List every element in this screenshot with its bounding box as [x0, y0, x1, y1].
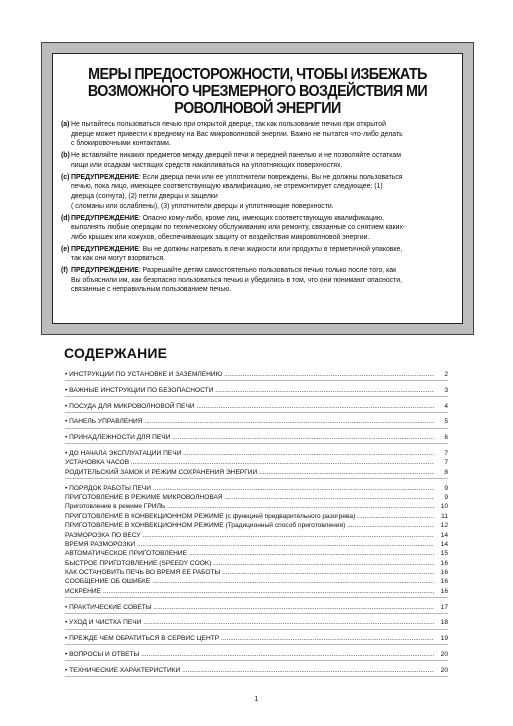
toc-section: [65, 432, 448, 444]
toc-subentry: [65, 587, 448, 596]
toc-entry: [65, 634, 448, 643]
warning-item-marker: (f): [61, 267, 68, 275]
toc-entry-title: УСТАНОВКА ЧАСОВ .....: [65, 458, 434, 467]
toc-entry-page: 7: [444, 450, 448, 458]
toc-subentry: [65, 559, 448, 568]
toc-entry-title: РОДИТЕЛЬСКИЙ ЗАМОК И РЕЖИМ СОХРАНЕНИЯ ЭНЕРГИИ .....: [65, 468, 434, 477]
toc-entry: [65, 484, 448, 493]
toc-subentry: [65, 468, 448, 477]
toc-entry-page: 20: [440, 666, 448, 674]
warning-item: [61, 214, 456, 243]
toc-entry-title: АВТОМАТИЧЕСКОЕ ПРИГОТОВЛЕНИЕ .....: [65, 549, 434, 558]
toc-entry-title: ПРИГОТОВЛЕНИЕ В КОНВЕКЦИОННОМ РЕЖИМЕ (Традиционный способ приготовления) .....: [65, 521, 434, 530]
toc-entry-title: • ИНСТРУКЦИИ ПО УСТАНОВКЕ И ЗАЗЕМЛЕНИЮ .....: [65, 370, 434, 379]
toc-entry-page: 5: [444, 418, 448, 426]
toc-entry-title: ВРЕМЯ РАЗМОРОЗКИ .....: [65, 540, 434, 549]
toc-entry-page: 9: [444, 484, 448, 492]
warning-item-text: : Вы не должны нагревать в печи жидкости или продукты в герметичной упаковке,: [138, 245, 403, 253]
warning-item-line: [71, 151, 456, 161]
toc-entry: [65, 417, 448, 426]
warning-item-line: [71, 245, 456, 255]
toc-entry-title: • ПРИНАДЛЕЖНОСТИ ДЛЯ ПЕЧИ .....: [65, 433, 434, 442]
toc-entry-title: ИСКРЕНИЕ .....: [65, 587, 434, 596]
warning-item-marker: (a): [61, 121, 70, 128]
warning-item-text: так как они могут взорваться.: [71, 255, 166, 263]
toc-entry-page: 10: [440, 503, 448, 511]
toc-entry-title: • ПРЕЖДЕ ЧЕМ ОБРАТИТЬСЯ В СЕРВИС ЦЕНТР .....: [65, 634, 434, 643]
warning-item-text: : Если дверца печи или ее уплотнители повреждены, Вы не должны пользоваться: [138, 173, 403, 181]
toc-entry-page: 15: [440, 550, 448, 558]
warning-item-line: [71, 285, 456, 295]
warning-title-line: ВОЗМОЖНОГО ЧРЕЗМЕРНОГО ВОЗДЕЙСТВИЯ МИ: [87, 83, 428, 100]
warning-item-text: дверце может привести к вредному на Вас микроволновой энергии. Важно не пытатся что-либо делать: [71, 130, 403, 138]
warning-item: [61, 173, 456, 211]
toc-subentry: [65, 540, 448, 549]
warning-item-line: [71, 139, 456, 149]
warning-item-line: [71, 202, 456, 212]
toc-entry-page: 7: [444, 459, 448, 467]
warning-keyword: ПРЕДУПРЕЖДЕНИЕ: [71, 214, 139, 222]
warning-item: [61, 266, 456, 295]
toc-entry: [65, 603, 448, 612]
toc-subentry: [65, 493, 448, 502]
warning-item-line: [71, 276, 456, 286]
warning-box: [41, 42, 474, 335]
toc-section: [65, 385, 448, 397]
warning-title-line: РОВОЛНОВОЙ ЭНЕРГИИ: [174, 100, 341, 117]
toc-subentry: [65, 577, 448, 586]
toc-entry-title: • ПРАКТИЧЕСКИЕ СОВЕТЫ .....: [65, 603, 434, 612]
warning-item-line: [71, 120, 456, 130]
toc-section: [65, 665, 448, 677]
toc-entry: [65, 449, 448, 458]
toc-entry-page: 14: [440, 540, 448, 548]
toc-entry-page: 20: [440, 650, 448, 658]
warning-item-text: : Опасно кому-либо, кроме лиц, имеющих соответствующую квалификацию,: [138, 214, 384, 222]
warning-item: [61, 151, 456, 170]
warning-item-text: выполнять любые операции по техническому обслуживанию или ремонту, связанные со снятием каких-: [71, 224, 406, 232]
toc-entry-title: • ВАЖНЫЕ ИНСТРУКЦИИ ПО БЕЗОПАСНОСТИ .....: [65, 386, 434, 395]
warning-item-text: Не пытайтесь пользоваться печью при открытой дверце, так как пользование печью при открытой: [71, 121, 386, 128]
toc-subentry: [65, 549, 448, 558]
toc-entry-title: • ПОСУДА ДЛЯ МИКРОВОЛНОВОЙ ПЕЧИ .....: [65, 402, 434, 411]
toc-entry: [65, 650, 448, 659]
toc-entry-page: 18: [440, 619, 448, 627]
warning-item-text: ( сломаны или ослаблены), (3) уплотнители дверцы и уплотняющие поверхности.: [71, 202, 334, 210]
warning-item-text: связанные с неправильным пользованием печью.: [71, 286, 232, 294]
toc-entry-page: 14: [440, 531, 448, 539]
warning-item-line: [71, 182, 456, 192]
toc-subentry: [65, 458, 448, 467]
toc-subentry: [65, 502, 448, 511]
toc-subentry: [65, 521, 448, 530]
toc-entry: [65, 618, 448, 627]
warning-item-text: либо крышек или кожухов, обеспечивающих защиту от воздействия микроволновой энергии.: [71, 233, 370, 241]
warning-keyword: ПРЕДУПРЕЖДЕНИЕ: [71, 245, 139, 253]
toc-section: [65, 416, 448, 428]
warning-item-line: [71, 266, 456, 276]
warning-item-text: печью, пока лицо, имеющее соответствующую квалификацию, не отремонтирует следующее: (1): [71, 183, 383, 191]
warning-item-line: [71, 130, 456, 140]
toc-entry: [65, 386, 448, 395]
warning-title-line: МЕРЫ ПРЕДОСТОРОЖНОСТИ, ЧТОБЫ ИЗБЕЖАТЬ: [88, 66, 427, 83]
toc-section: [65, 617, 448, 629]
toc-section: [65, 649, 448, 661]
warning-keyword: ПРЕДУПРЕЖДЕНИЕ: [71, 267, 139, 275]
toc-subentry: [65, 512, 448, 521]
toc-section: [65, 401, 448, 413]
toc-entry: [65, 402, 448, 411]
toc-entry-page: 19: [440, 635, 448, 643]
warning-item-marker: (b): [61, 152, 70, 160]
toc-entry: [65, 370, 448, 379]
toc-entry-title: • ПАНЕЛЬ УПРАВЛЕНИЯ .....: [65, 417, 434, 426]
toc-subentry: [65, 531, 448, 540]
toc-entry-page: 6: [444, 434, 448, 442]
warning-item-text: Не вставляйте никаких предметов между дверцей печи и передней панелью и не позволяйте остаткам: [71, 152, 401, 160]
toc-entry-page: 16: [440, 559, 448, 567]
toc-entry-page: 3: [444, 386, 448, 394]
toc-entry-title: • УХОД И ЧИСТКА ПЕЧИ .....: [65, 618, 434, 627]
toc-entry-page: 16: [440, 569, 448, 577]
warning-item-text: с блокировочными контактами.: [71, 140, 171, 148]
toc-entry-title: СООБЩЕНИЕ ОБ ОШИБКЕ .....: [65, 577, 434, 586]
toc-section: [65, 601, 448, 613]
warning-item: [61, 245, 456, 264]
warning-item-line: [71, 192, 456, 202]
toc-entry-title: БЫСТРОЕ ПРИГОТОВЛЕНИЕ (SPEEDY COOK) .....: [65, 559, 434, 568]
toc-entry-page: 12: [440, 522, 448, 530]
toc-entry-page: 17: [440, 603, 448, 611]
warning-keyword: ПРЕДУПРЕЖДЕНИЕ: [71, 173, 139, 181]
warning-list: [61, 120, 456, 297]
toc-entry-page: 4: [444, 402, 448, 410]
warning-item-text: пищи или осадкам чистящих средств накапливаться на уплотняющих поверхностях.: [71, 161, 343, 169]
warning-item-marker: (e): [61, 245, 70, 253]
toc-entry-title: Приготовление в режиме ГРИЛЬ .....: [65, 502, 434, 511]
toc-section: [65, 633, 448, 645]
warning-item-text: : Разрешайте детям самостоятельно пользоваться печью только после того, как: [138, 267, 397, 275]
toc-entry-page: 16: [440, 578, 448, 586]
warning-item-marker: (d): [61, 214, 70, 222]
toc-entry-title: РАЗМОРОЗКА ПО ВЕСУ .....: [65, 531, 434, 540]
toc-entry-title: • ТЕХНИЧЕСКИЕ ХАРАКТЕРИСТИКИ .....: [65, 666, 434, 675]
toc-entry: [65, 666, 448, 675]
toc-entry-page: 16: [440, 587, 448, 595]
toc-entry-title: • ДО НАЧАЛА ЭКСПЛУАТАЦИИ ПЕЧИ .....: [65, 449, 434, 458]
toc-entry-title: ПРИГОТОВЛЕНИЕ В КОНВЕКЦИОННОМ РЕЖИМЕ (с функцией предварительного разогрева) .....: [65, 512, 434, 521]
toc-entry-page: 2: [444, 371, 448, 379]
toc-entry-title: • ПОРЯДОК РАБОТЫ ПЕЧИ .....: [65, 484, 434, 493]
warning-item-text: дверца (согнута), (2) петли дверцы и защелки: [71, 192, 218, 200]
warning-title: [67, 66, 447, 117]
warning-item-line: [71, 223, 456, 233]
warning-box-inner: [52, 53, 463, 324]
toc-title: СОДЕРЖАНИЕ: [64, 345, 168, 361]
toc-entry-page: 9: [444, 493, 448, 501]
warning-item-text: Вы объяснили им, как безопасно пользоваться печью и убедились в том, что они понимают опасности,: [71, 276, 403, 284]
toc-section: [65, 482, 448, 598]
toc-entry-page: 8: [444, 468, 448, 476]
warning-item-line: [71, 173, 456, 183]
toc-entry-title: КАК ОСТАНОВИТЬ ПЕЧЬ ВО ВРЕМЯ ЕЕ РАБОТЫ .....: [65, 568, 434, 577]
toc-section: [65, 448, 448, 479]
toc-entry: [65, 433, 448, 442]
warning-item-line: [71, 233, 456, 243]
warning-item-marker: (c): [61, 173, 70, 181]
toc-entry-page: 11: [441, 512, 448, 520]
toc-entry-title: ПРИГОТОВЛЕНИЕ В РЕЖИМЕ МИКРОВОЛНОВАЯ .....: [65, 493, 434, 502]
toc-entry-title: • ВОПРОСЫ И ОТВЕТЫ .....: [65, 650, 434, 659]
table-of-contents: [65, 369, 448, 680]
warning-item-line: [71, 214, 456, 224]
warning-item: [61, 120, 456, 149]
toc-subentry: [65, 568, 448, 577]
toc-section: [65, 369, 448, 381]
warning-item-line: [71, 254, 456, 264]
page-number: 1: [254, 696, 259, 703]
warning-item-line: [71, 161, 456, 171]
